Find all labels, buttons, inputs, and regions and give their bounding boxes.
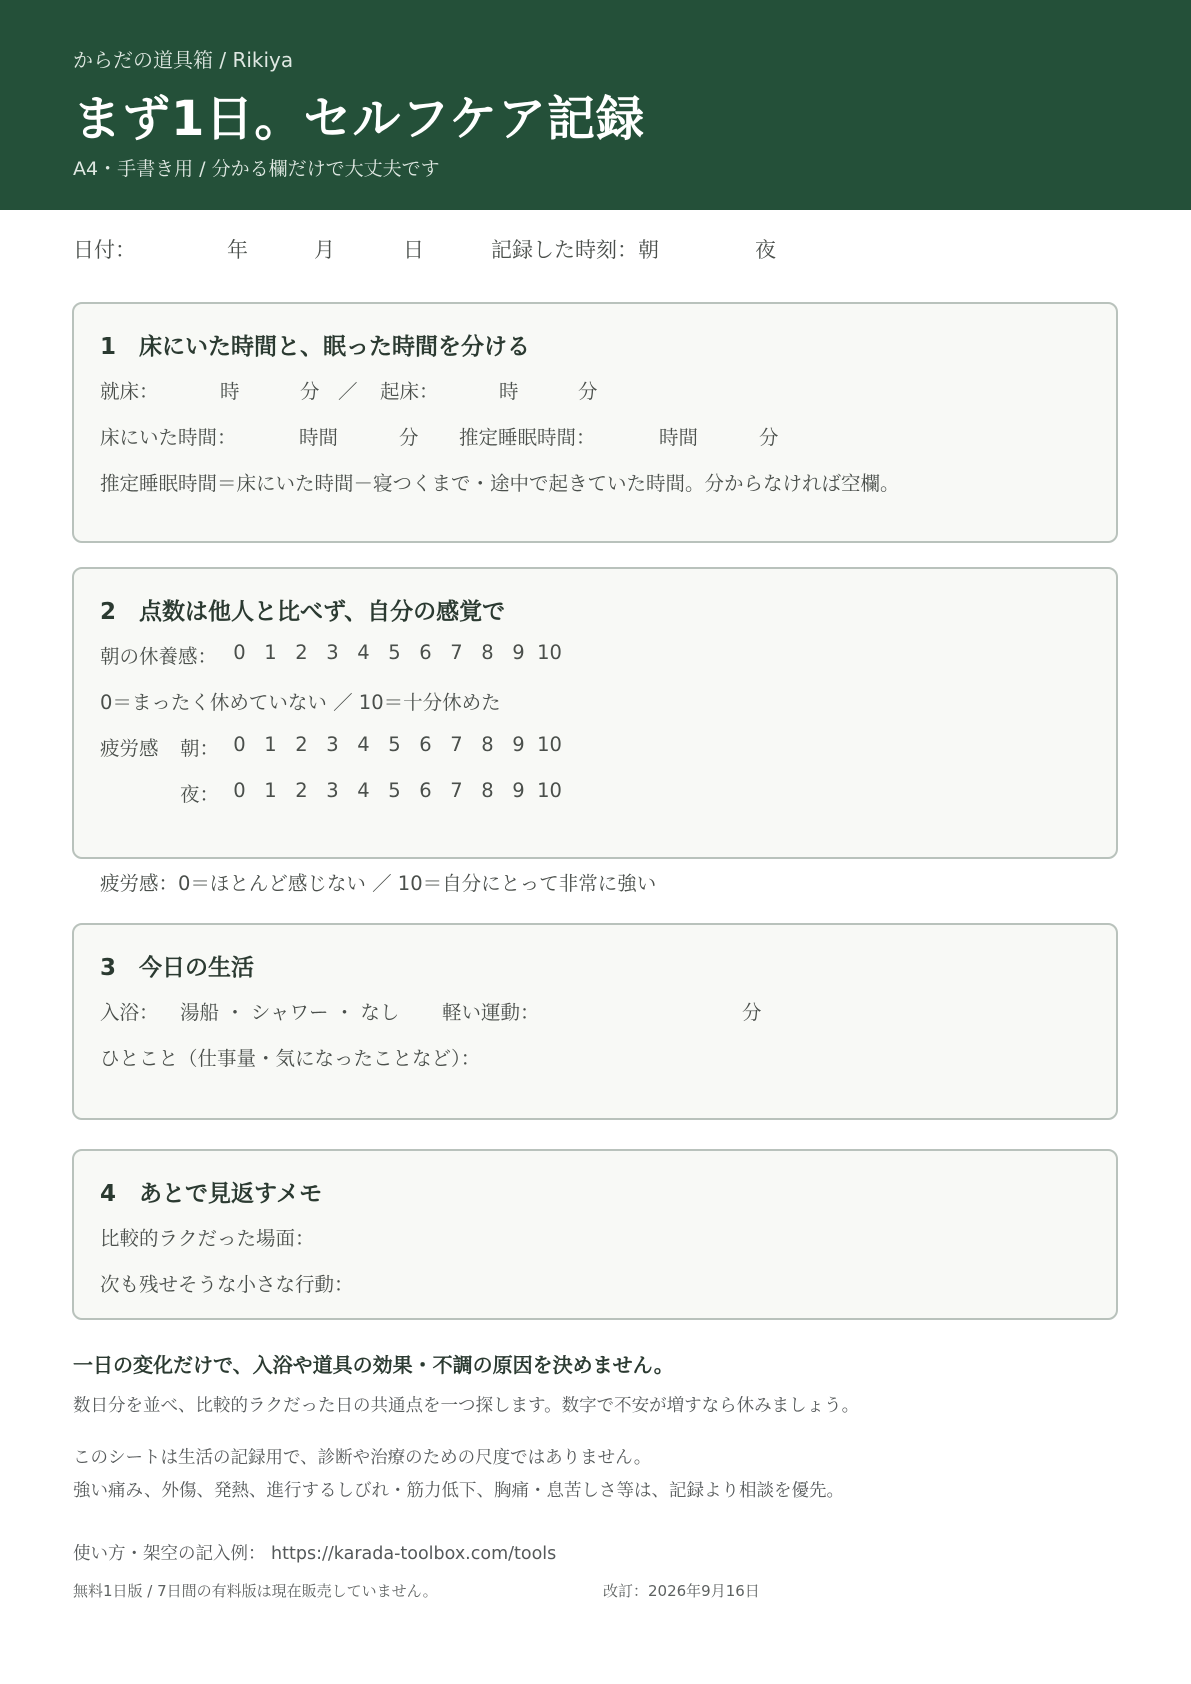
fatigue-morning-score-9[interactable]: 9 — [512, 733, 525, 756]
rest-score-9[interactable]: 9 — [512, 641, 525, 664]
bed-minute-label: 分 — [300, 380, 320, 403]
night-label: 夜 — [755, 238, 776, 262]
disclaimer-heading: 一日の変化だけで、入浴や道具の効果・不調の原因を決めません。 — [73, 1353, 674, 1377]
fatigue-night-score-7[interactable]: 7 — [450, 779, 463, 802]
wake-minute-label: 分 — [578, 380, 598, 403]
footer-line-1: 数日分を並べ、比較的ラクだった日の共通点を一つ探します。数字で不安が増すなら休みましょう。 — [73, 1396, 860, 1416]
slash-divider: ／ — [338, 380, 358, 403]
day-label: 日 — [403, 238, 424, 262]
fatigue-night-score-9[interactable]: 9 — [512, 779, 525, 802]
fatigue-night-score-2[interactable]: 2 — [295, 779, 308, 802]
date-label: 日付： — [73, 238, 136, 262]
section-memo — [72, 1149, 1118, 1320]
wake-label: 起床： — [380, 380, 439, 403]
fatigue-morning-score-1[interactable]: 1 — [264, 733, 277, 756]
wake-hour-label: 時 — [499, 380, 519, 403]
section3-title: 3 今日の生活 — [100, 955, 255, 981]
fatigue-night-score-1[interactable]: 1 — [264, 779, 277, 802]
fatigue-morning-score-2[interactable]: 2 — [295, 733, 308, 756]
bed-label: 就床： — [100, 380, 159, 403]
fatigue-morning-score-8[interactable]: 8 — [481, 733, 494, 756]
next-action-label: 次も残せそうな小さな行動： — [100, 1273, 354, 1296]
fatigue-note: 疲労感：0＝ほとんど感じない ／ 10＝自分にとって非常に強い — [100, 872, 657, 895]
exercise-minute-label: 分 — [742, 1001, 762, 1024]
usage-link[interactable]: 使い方・架空の記入例： https://karada-toolbox.com/tools — [73, 1544, 557, 1564]
header-banner — [0, 0, 1191, 210]
year-label: 年 — [227, 238, 248, 262]
bath-options[interactable]: 湯船 ・ シャワー ・ なし — [180, 1001, 400, 1024]
section-sleep-time — [72, 302, 1118, 543]
fatigue-morning-score-3[interactable]: 3 — [326, 733, 339, 756]
fatigue-night-score-10[interactable]: 10 — [537, 779, 562, 802]
fatigue-morning-score-0[interactable]: 0 — [233, 733, 246, 756]
fatigue-night-score-5[interactable]: 5 — [388, 779, 401, 802]
fatigue-night-score-4[interactable]: 4 — [357, 779, 370, 802]
sleep-note: 推定睡眠時間＝床にいた時間－寝つくまで・途中で起きていた時間。分からなければ空欄。 — [100, 472, 900, 495]
fatigue-night-score-0[interactable]: 0 — [233, 779, 246, 802]
exercise-label: 軽い運動： — [442, 1001, 540, 1024]
fatigue-morning-scale — [224, 733, 565, 756]
brand-label: からだの道具箱 / Rikiya — [73, 48, 294, 72]
fatigue-night-scale — [224, 779, 565, 802]
fatigue-morning-score-7[interactable]: 7 — [450, 733, 463, 756]
fatigue-night-score-3[interactable]: 3 — [326, 779, 339, 802]
page-subtitle: A4・手書き用 / 分かる欄だけで大丈夫です — [73, 158, 440, 180]
rest-score-7[interactable]: 7 — [450, 641, 463, 664]
fatigue-label: 疲労感 — [100, 737, 159, 760]
rest-score-8[interactable]: 8 — [481, 641, 494, 664]
comment-label: ひとこと（仕事量・気になったことなど）： — [100, 1047, 481, 1070]
fatigue-morning-score-5[interactable]: 5 — [388, 733, 401, 756]
est-sleep-label: 推定睡眠時間： — [459, 426, 596, 449]
rest-score-2[interactable]: 2 — [295, 641, 308, 664]
revision-date: 改訂：2026年9月16日 — [603, 1582, 760, 1600]
edition-note: 無料1日版 / 7日間の有料版は現在販売していません。 — [73, 1582, 438, 1600]
easy-scene-label: 比較的ラクだった場面： — [100, 1227, 315, 1250]
rest-score-5[interactable]: 5 — [388, 641, 401, 664]
rest-note: 0＝まったく休めていない ／ 10＝十分休めた — [100, 691, 501, 714]
fatigue-night-score-8[interactable]: 8 — [481, 779, 494, 802]
est-sleep-minute-label: 分 — [759, 426, 779, 449]
in-bed-label: 床にいた時間： — [100, 426, 237, 449]
fatigue-morning-score-6[interactable]: 6 — [419, 733, 432, 756]
section1-title: 1 床にいた時間と、眠った時間を分ける — [100, 334, 531, 360]
rest-score-6[interactable]: 6 — [419, 641, 432, 664]
fatigue-morning-score-4[interactable]: 4 — [357, 733, 370, 756]
bath-label: 入浴： — [100, 1001, 159, 1024]
record-time-label: 記録した時刻：朝 — [491, 238, 659, 262]
section4-title: 4 あとで見返すメモ — [100, 1181, 323, 1207]
fatigue-night-score-6[interactable]: 6 — [419, 779, 432, 802]
month-label: 月 — [314, 238, 335, 262]
est-sleep-hours-label: 時間 — [659, 426, 699, 449]
rest-score-1[interactable]: 1 — [264, 641, 277, 664]
fatigue-morning-score-10[interactable]: 10 — [537, 733, 562, 756]
in-bed-hours-label: 時間 — [299, 426, 339, 449]
page-title: まず1日。セルフケア記録 — [73, 91, 645, 147]
rest-score-0[interactable]: 0 — [233, 641, 246, 664]
in-bed-minute-label: 分 — [399, 426, 419, 449]
fatigue-morning-label: 朝： — [180, 737, 220, 760]
section-scores — [72, 567, 1118, 859]
rest-scale — [224, 641, 565, 664]
bed-hour-label: 時 — [220, 380, 240, 403]
rest-score-10[interactable]: 10 — [537, 641, 562, 664]
footer-line-2: このシートは生活の記録用で、診断や治療のための尺度ではありません。 — [73, 1448, 652, 1468]
rest-score-3[interactable]: 3 — [326, 641, 339, 664]
rest-label: 朝の休養感： — [100, 645, 218, 668]
section2-title: 2 点数は他人と比べず、自分の感覚で — [100, 599, 506, 625]
rest-score-4[interactable]: 4 — [357, 641, 370, 664]
section-daily-life — [72, 923, 1118, 1120]
footer-line-3: 強い痛み、外傷、発熱、進行するしびれ・筋力低下、胸痛・息苦しさ等は、記録より相談を優先。 — [73, 1481, 845, 1501]
fatigue-night-label: 夜： — [180, 783, 220, 806]
